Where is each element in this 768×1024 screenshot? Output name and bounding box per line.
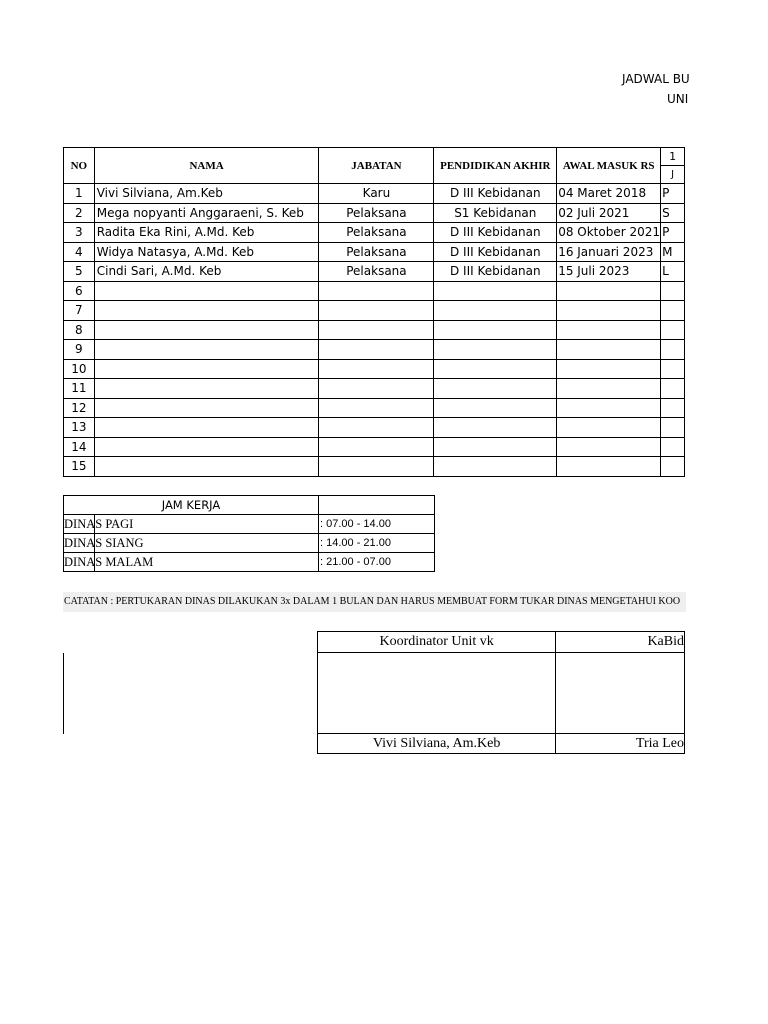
- row-number-cell: 8: [64, 320, 95, 340]
- shift-cell: [661, 457, 685, 477]
- start-date-cell: [557, 281, 661, 301]
- row-number-cell: 11: [64, 379, 95, 399]
- name-cell: [94, 457, 319, 477]
- start-date-cell: 08 Oktober 2021: [557, 223, 661, 243]
- shift-cell: [661, 418, 685, 438]
- education-cell: D III Kebidanan: [434, 242, 557, 262]
- education-cell: [434, 398, 557, 418]
- shift-cell: [661, 359, 685, 379]
- table-row: [64, 301, 685, 321]
- start-date-cell: [557, 457, 661, 477]
- shift-label-night: DINAS MALAM: [64, 553, 319, 572]
- start-date-cell: [557, 418, 661, 438]
- row-number-cell: 5: [64, 262, 95, 282]
- shift-label-morning: DINAS PAGI: [64, 515, 319, 534]
- name-cell: Mega nopyanti Anggaraeni, S. Keb: [94, 203, 319, 223]
- working-hours-header: JAM KERJA: [64, 496, 319, 515]
- row-number-cell: 7: [64, 301, 95, 321]
- start-date-cell: 15 Juli 2023: [557, 262, 661, 282]
- table-row: [64, 379, 685, 399]
- row-number-cell: 6: [64, 281, 95, 301]
- name-cell: [94, 281, 319, 301]
- start-date-cell: [557, 398, 661, 418]
- schedule-title: JADWAL BU: [622, 72, 690, 86]
- position-cell: Karu: [319, 184, 434, 204]
- education-cell: [434, 418, 557, 438]
- row-number-cell: 3: [64, 223, 95, 243]
- start-date-cell: [557, 340, 661, 360]
- position-cell: [319, 340, 434, 360]
- header-nama: NAMA: [94, 148, 319, 184]
- table-row: [64, 320, 685, 340]
- header-day-letter: J: [661, 166, 685, 184]
- table-row: [64, 457, 685, 477]
- header-awal-masuk: AWAL MASUK RS: [557, 148, 661, 184]
- working-hours-header-blank: [319, 496, 435, 515]
- position-cell: [319, 398, 434, 418]
- position-cell: Pelaksana: [319, 242, 434, 262]
- table-row: [64, 203, 685, 223]
- signature-right-title: KaBid: [556, 632, 685, 653]
- position-cell: [319, 281, 434, 301]
- signature-left-space: [318, 653, 556, 734]
- name-cell: [94, 301, 319, 321]
- row-number-cell: 4: [64, 242, 95, 262]
- table-row: [64, 437, 685, 457]
- name-cell: [94, 340, 319, 360]
- start-date-cell: [557, 359, 661, 379]
- name-cell: [94, 437, 319, 457]
- position-cell: [319, 359, 434, 379]
- table-row: [64, 281, 685, 301]
- table-row: [64, 223, 685, 243]
- row-number-cell: 15: [64, 457, 95, 477]
- position-cell: [319, 379, 434, 399]
- position-cell: [319, 457, 434, 477]
- row-number-cell: 1: [64, 184, 95, 204]
- position-cell: Pelaksana: [319, 262, 434, 282]
- staff-schedule-table: [63, 147, 685, 477]
- shift-cell: [661, 301, 685, 321]
- table-row: [64, 418, 685, 438]
- education-cell: [434, 437, 557, 457]
- row-number-cell: 13: [64, 418, 95, 438]
- left-border-line: [63, 653, 64, 734]
- position-cell: [319, 301, 434, 321]
- start-date-cell: [557, 379, 661, 399]
- row-number-cell: 10: [64, 359, 95, 379]
- education-cell: [434, 457, 557, 477]
- shift-cell: [661, 398, 685, 418]
- shift-cell: [661, 320, 685, 340]
- name-cell: [94, 379, 319, 399]
- header-pendidikan: PENDIDIKAN AKHIR: [434, 148, 557, 184]
- education-cell: D III Kebidanan: [434, 262, 557, 282]
- name-cell: [94, 320, 319, 340]
- header-jabatan: JABATAN: [319, 148, 434, 184]
- table-row: [64, 242, 685, 262]
- table-row: [64, 340, 685, 360]
- education-cell: [434, 301, 557, 321]
- position-cell: [319, 418, 434, 438]
- header-no: NO: [64, 148, 95, 184]
- education-cell: [434, 359, 557, 379]
- shift-cell: [661, 379, 685, 399]
- table-row: [64, 262, 685, 282]
- note-text: CATATAN : PERTUKARAN DINAS DILAKUKAN 3x DALAM 1 BULAN DAN HARUS MEMBUAT FORM TUKAR DINAS MENGETAHUI KOO: [63, 592, 686, 612]
- start-date-cell: 16 Januari 2023: [557, 242, 661, 262]
- education-cell: D III Kebidanan: [434, 223, 557, 243]
- unit-title: UNI: [667, 92, 689, 106]
- name-cell: Cindi Sari, A.Md. Keb: [94, 262, 319, 282]
- shift-cell: P: [661, 223, 685, 243]
- shift-hours-night: : 21.00 - 07.00: [319, 553, 435, 572]
- start-date-cell: [557, 301, 661, 321]
- signature-left-name: Vivi Silviana, Am.Keb: [318, 734, 556, 754]
- row-number-cell: 12: [64, 398, 95, 418]
- name-cell: [94, 359, 319, 379]
- start-date-cell: [557, 437, 661, 457]
- header-day-number: 1: [661, 148, 685, 166]
- education-cell: S1 Kebidanan: [434, 203, 557, 223]
- position-cell: [319, 320, 434, 340]
- name-cell: [94, 418, 319, 438]
- table-row: [64, 184, 685, 204]
- working-hours-table: [63, 495, 435, 572]
- signature-right-name: Tria Leo: [556, 734, 685, 754]
- shift-cell: [661, 281, 685, 301]
- education-cell: [434, 281, 557, 301]
- row-number-cell: 14: [64, 437, 95, 457]
- education-cell: D III Kebidanan: [434, 184, 557, 204]
- education-cell: [434, 320, 557, 340]
- shift-cell: S: [661, 203, 685, 223]
- start-date-cell: 04 Maret 2018: [557, 184, 661, 204]
- position-cell: [319, 437, 434, 457]
- shift-hours-morning: : 07.00 - 14.00: [319, 515, 435, 534]
- start-date-cell: 02 Juli 2021: [557, 203, 661, 223]
- row-number-cell: 2: [64, 203, 95, 223]
- shift-cell: M: [661, 242, 685, 262]
- shift-hours-afternoon: : 14.00 - 21.00: [319, 534, 435, 553]
- shift-cell: [661, 340, 685, 360]
- signature-table: [317, 631, 685, 754]
- signature-right-space: [556, 653, 685, 734]
- shift-cell: [661, 437, 685, 457]
- table-row: [64, 398, 685, 418]
- name-cell: Widya Natasya, A.Md. Keb: [94, 242, 319, 262]
- education-cell: [434, 340, 557, 360]
- name-cell: Radita Eka Rini, A.Md. Keb: [94, 223, 319, 243]
- name-cell: [94, 398, 319, 418]
- name-cell: Vivi Silviana, Am.Keb: [94, 184, 319, 204]
- row-number-cell: 9: [64, 340, 95, 360]
- education-cell: [434, 379, 557, 399]
- start-date-cell: [557, 320, 661, 340]
- shift-label-afternoon: DINAS SIANG: [64, 534, 319, 553]
- signature-left-title: Koordinator Unit vk: [318, 632, 556, 653]
- position-cell: Pelaksana: [319, 203, 434, 223]
- shift-cell: P: [661, 184, 685, 204]
- shift-cell: L: [661, 262, 685, 282]
- table-row: [64, 359, 685, 379]
- position-cell: Pelaksana: [319, 223, 434, 243]
